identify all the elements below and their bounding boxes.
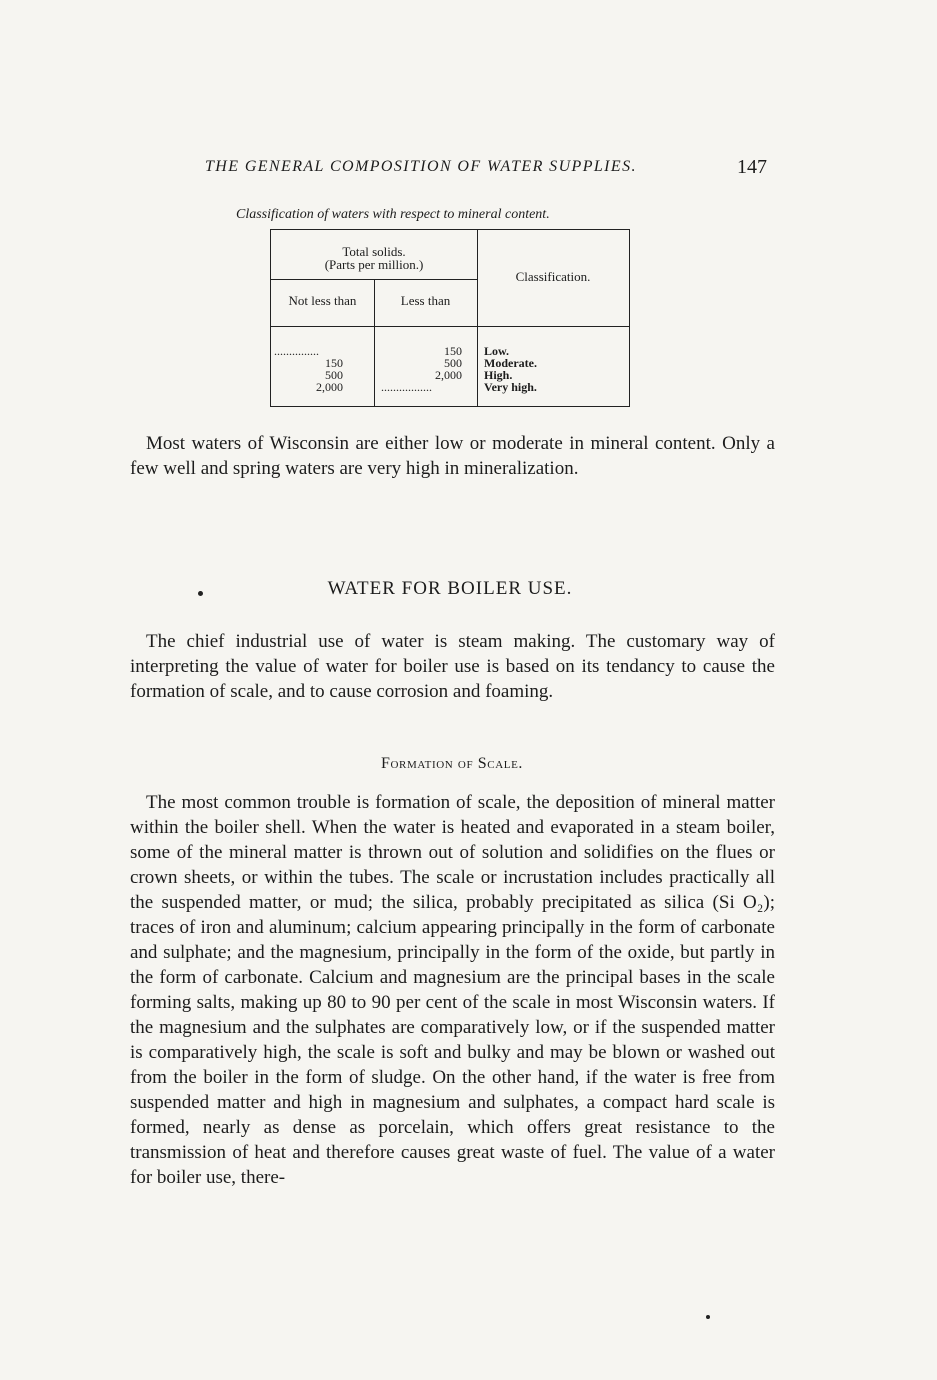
- header-less-than: Less than: [400, 293, 451, 308]
- paragraph-scale: [130, 790, 775, 1190]
- table-cell-classification: Moderate.: [484, 356, 537, 370]
- header-classification: Classification.: [515, 269, 591, 284]
- page-number: 147: [737, 156, 767, 178]
- header-total-solids-line1: Total solids.: [342, 244, 406, 259]
- table-cell-not-less-than: 2,000: [316, 380, 343, 394]
- table-cell-less-than: .................: [381, 380, 432, 394]
- section-heading: WATER FOR BOILER USE.: [327, 578, 573, 599]
- header-total-solids: [271, 245, 477, 271]
- table-cell-classification: High.: [484, 368, 513, 382]
- paragraph-scale-text: The most common trouble is formation of scale, the deposition of mineral matter within the boiler shell. When the water is heated and evaporated in a steam boiler, some of the mineral matter is thrown out of solution and solidifies on the flues or crown sheets, or within the tubes. The scale or incrustation includes practically all the suspended matter, or mud; the silica, probably precipitated as silica (Si O₂); traces of iron and aluminum; calcium appearing principally in the form of carbonate and sulphate; and the magnesium, principally in the form of the oxide, but partly in the form of carbonate. Calcium and magnesium are the principal bases in the scale forming salts, making up 80 to 90 per cent of the scale in most Wisconsin waters. If the magnesium and the sulphates are comparatively low, or if the suspended matter is comparatively high, the scale is soft and bulky and may be blown or washed out from the boiler in the form of sludge. On the other hand, if the water is free from suspended matter and high in magnesium and sulphates, a compact hard scale is formed, nearly as dense as porcelain, which offers great resistance to the transmission of heat and therefore causes great waste of fuel. The value of a water for boiler use, there-: [130, 792, 775, 1188]
- subheading: Formation of Scale.: [380, 755, 524, 772]
- paragraph-mineral-content-text: Most waters of Wisconsin are either low or moderate in mineral content. Only a few well and spring waters are very high in mineralization.: [130, 433, 775, 479]
- running-head: THE GENERAL COMPOSITION OF WATER SUPPLIES.: [205, 158, 637, 175]
- classification-table: [270, 229, 630, 407]
- paragraph-boiler-use-text: The chief industrial use of water is steam making. The customary way of interpreting the value of water for boiler use is based on its tendancy to cause the formation of scale, and to cause corrosion and foaming.: [130, 631, 775, 702]
- table-cell-classification: Very high.: [484, 380, 537, 394]
- stray-mark: [706, 1315, 710, 1319]
- paragraph-boiler-use: [130, 629, 775, 704]
- table-cell-not-less-than: 150: [325, 356, 343, 370]
- header-total-solids-line2: (Parts per million.): [324, 257, 424, 272]
- table-cell-less-than: 500: [444, 356, 462, 370]
- table-cell-not-less-than: 500: [325, 368, 343, 382]
- table-cell-less-than: 2,000: [435, 368, 462, 382]
- paragraph-mineral-content: [130, 431, 775, 481]
- header-not-less-than: Not less than: [288, 293, 357, 308]
- table-caption: Classification of waters with respect to mineral content.: [236, 207, 550, 222]
- table-cell-less-than: 150: [444, 344, 462, 358]
- table-cell-classification: Low.: [484, 344, 510, 358]
- table-cell-not-less-than: ...............: [274, 344, 319, 358]
